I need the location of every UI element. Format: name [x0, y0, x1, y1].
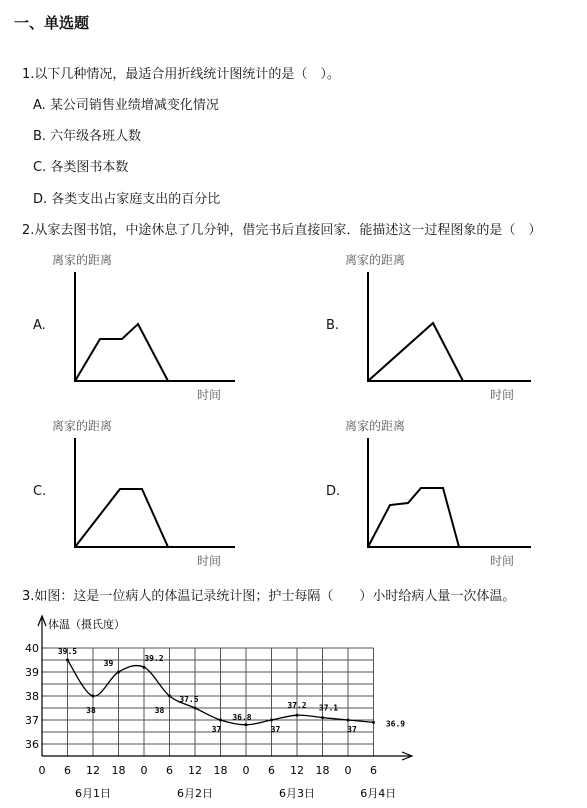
x-tick-label: 6 — [64, 764, 71, 777]
data-label: 37 — [270, 725, 281, 734]
graph-c-ylabel: 离家的距离 — [52, 419, 113, 433]
x-tick-label: 0 — [344, 764, 352, 777]
graph-d-ylabel: 离家的距离 — [345, 419, 406, 433]
x-tick-label: 12 — [188, 764, 202, 777]
data-label: 38 — [154, 706, 165, 715]
data-label: 39 — [103, 659, 114, 668]
question-3-stem: 3.如图：这是一位病人的体温记录统计图；护士每隔（ ）小时给病人量一次体温。 — [22, 589, 516, 604]
data-label: 37.5 — [179, 695, 199, 704]
data-point — [143, 666, 146, 669]
data-label: 37 — [211, 725, 222, 734]
data-point — [219, 719, 222, 722]
data-label: 37.1 — [318, 703, 339, 713]
q2-option-c[interactable]: C. — [33, 484, 47, 499]
graph-b-ylabel: 离家的距离 — [345, 253, 406, 267]
temperature-chart — [0, 608, 587, 808]
y-tick-label: 36 — [25, 738, 39, 751]
x-tick-label: 18 — [213, 764, 228, 777]
graph-c-xlabel: 时间 — [197, 554, 222, 568]
data-label: 39.2 — [144, 654, 164, 664]
chart-grid — [42, 648, 374, 756]
x-tick-label: 18 — [315, 764, 330, 777]
x-tick-label: 0 — [242, 764, 250, 777]
day-label: 6月3日 — [279, 787, 315, 800]
graph-a-xlabel: 时间 — [197, 388, 222, 402]
day-label: 6月2日 — [177, 787, 213, 800]
x-tick-label: 18 — [111, 764, 126, 777]
y-axis-label: 体温（摄氏度） — [48, 618, 125, 631]
graph-d-xlabel: 时间 — [490, 554, 515, 568]
graph-a — [60, 262, 250, 392]
y-tick-label: 39 — [25, 666, 39, 679]
data-point — [245, 723, 248, 726]
q1-option-a[interactable]: A. 某公司销售业绩增减变化情况 — [33, 98, 219, 113]
x-tick-label: 6 — [166, 764, 173, 777]
x-tick-label: 6 — [370, 764, 377, 777]
day-label: 6月4日 — [360, 787, 397, 800]
data-point — [66, 659, 69, 662]
data-label: 36.9 — [385, 719, 406, 729]
data-point — [296, 714, 299, 717]
y-tick-label: 38 — [25, 690, 39, 703]
chart-axes — [38, 616, 412, 760]
data-label: 37 — [347, 725, 357, 734]
data-point — [117, 671, 120, 674]
x-tick-label: 0 — [140, 764, 148, 777]
q2-option-d[interactable]: D. — [326, 484, 341, 499]
q1-option-b[interactable]: B. 六年级各班人数 — [33, 129, 142, 144]
data-point — [321, 716, 324, 719]
data-label: 38 — [86, 706, 96, 715]
x-tick-label: 6 — [268, 764, 275, 777]
x-tick-label: 0 — [38, 764, 46, 777]
question-1-stem: 1.以下几种情况，最适合用折线统计图统计的是（ ）。 — [22, 67, 340, 82]
q2-option-a[interactable]: A. — [33, 318, 46, 333]
data-point — [194, 707, 197, 710]
x-tick-label: 12 — [86, 764, 100, 777]
data-point — [270, 719, 273, 722]
q1-option-c[interactable]: C. 各类图书本数 — [33, 160, 129, 175]
data-point — [372, 721, 375, 724]
x-tick-label: 12 — [290, 764, 304, 777]
chart-ticks — [25, 642, 396, 800]
section-title: 一、单选题 — [14, 14, 90, 32]
graph-b — [353, 262, 543, 392]
data-point — [347, 719, 350, 722]
chart-labels — [48, 617, 405, 734]
data-label: 39.5 — [57, 647, 78, 656]
graph-a-ylabel: 离家的距离 — [52, 253, 113, 267]
graph-c — [60, 428, 250, 558]
data-point — [168, 695, 171, 698]
data-point — [92, 695, 95, 698]
graph-d — [353, 428, 543, 558]
y-tick-label: 40 — [25, 642, 39, 655]
day-label: 6月1日 — [75, 787, 111, 800]
y-tick-label: 37 — [25, 714, 39, 727]
data-label: 36.8 — [232, 712, 252, 722]
q1-option-d[interactable]: D. 各类支出占家庭支出的百分比 — [33, 192, 221, 207]
data-label: 37.2 — [287, 701, 307, 711]
question-2-stem: 2.从家去图书馆，中途休息了几分钟，借完书后直接回家．能描述这一过程图象的是（ ） — [22, 223, 542, 238]
graph-b-xlabel: 时间 — [490, 388, 515, 402]
q2-option-b[interactable]: B. — [326, 318, 340, 333]
